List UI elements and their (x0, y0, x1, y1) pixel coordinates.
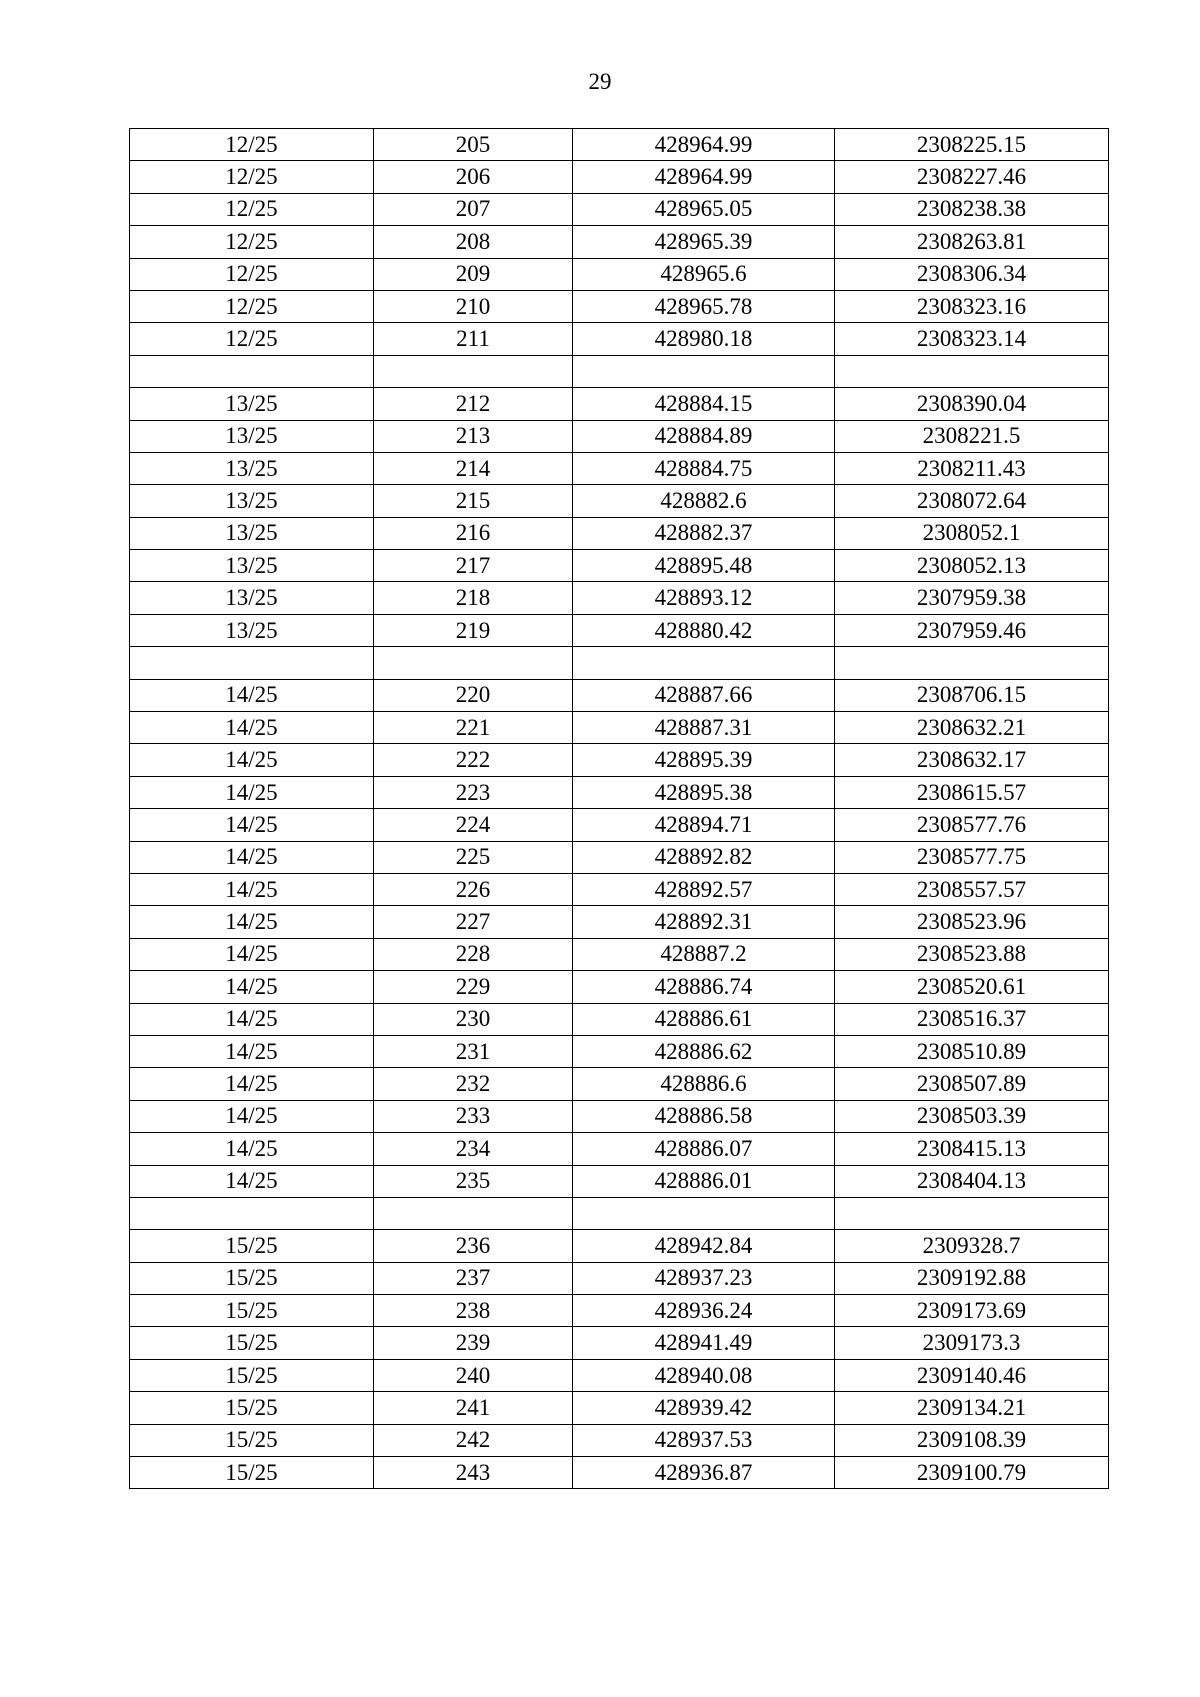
table-row (130, 290, 1109, 322)
x-coordinate-cell: 428882.37 (573, 517, 835, 549)
x-coordinate-cell: 428936.24 (573, 1295, 835, 1327)
point-number-cell: 241 (374, 1392, 573, 1424)
y-coordinate-cell: 2308632.21 (835, 712, 1109, 744)
point-number-cell: 227 (374, 906, 573, 938)
point-number-cell: 216 (374, 517, 573, 549)
x-coordinate-cell (573, 355, 835, 387)
x-coordinate-cell: 428939.42 (573, 1392, 835, 1424)
point-number-cell: 238 (374, 1295, 573, 1327)
parcel-cell: 14/25 (130, 906, 374, 938)
x-coordinate-cell: 428942.84 (573, 1230, 835, 1262)
x-coordinate-cell: 428892.82 (573, 841, 835, 873)
x-coordinate-cell: 428886.07 (573, 1133, 835, 1165)
y-coordinate-cell: 2309173.3 (835, 1327, 1109, 1359)
x-coordinate-cell: 428980.18 (573, 323, 835, 355)
point-number-cell: 215 (374, 485, 573, 517)
point-number-cell: 242 (374, 1424, 573, 1456)
y-coordinate-cell: 2308523.88 (835, 938, 1109, 970)
x-coordinate-cell: 428937.53 (573, 1424, 835, 1456)
point-number-cell: 228 (374, 938, 573, 970)
y-coordinate-cell: 2308263.81 (835, 226, 1109, 258)
x-coordinate-cell (573, 1197, 835, 1229)
point-number-cell: 237 (374, 1262, 573, 1294)
table-separator-row (130, 647, 1109, 679)
table-row (130, 582, 1109, 614)
parcel-cell: 13/25 (130, 388, 374, 420)
table-row (130, 517, 1109, 549)
y-coordinate-cell: 2308503.39 (835, 1100, 1109, 1132)
x-coordinate-cell: 428886.61 (573, 1003, 835, 1035)
point-number-cell: 208 (374, 226, 573, 258)
x-coordinate-cell: 428940.08 (573, 1359, 835, 1391)
y-coordinate-cell: 2308221.5 (835, 420, 1109, 452)
table-row (130, 193, 1109, 225)
point-number-cell: 219 (374, 614, 573, 646)
parcel-cell: 15/25 (130, 1262, 374, 1294)
x-coordinate-cell: 428893.12 (573, 582, 835, 614)
parcel-cell: 15/25 (130, 1295, 374, 1327)
point-number-cell: 235 (374, 1165, 573, 1197)
point-number-cell (374, 647, 573, 679)
point-number-cell: 217 (374, 550, 573, 582)
parcel-cell (130, 647, 374, 679)
parcel-cell (130, 1197, 374, 1229)
x-coordinate-cell: 428886.58 (573, 1100, 835, 1132)
point-number-cell: 210 (374, 290, 573, 322)
y-coordinate-cell: 2308706.15 (835, 679, 1109, 711)
table-row (130, 809, 1109, 841)
parcel-cell: 14/25 (130, 1068, 374, 1100)
parcel-cell: 14/25 (130, 841, 374, 873)
coordinates-table-body (130, 129, 1109, 1489)
y-coordinate-cell: 2309140.46 (835, 1359, 1109, 1391)
page-number: 29 (588, 69, 612, 94)
point-number-cell: 223 (374, 776, 573, 808)
table-row (130, 1359, 1109, 1391)
y-coordinate-cell: 2308390.04 (835, 388, 1109, 420)
x-coordinate-cell: 428886.01 (573, 1165, 835, 1197)
x-coordinate-cell: 428886.74 (573, 971, 835, 1003)
parcel-cell: 14/25 (130, 712, 374, 744)
x-coordinate-cell: 428894.71 (573, 809, 835, 841)
parcel-cell: 14/25 (130, 938, 374, 970)
table-row (130, 258, 1109, 290)
parcel-cell: 15/25 (130, 1327, 374, 1359)
table-row (130, 226, 1109, 258)
point-number-cell: 214 (374, 452, 573, 484)
y-coordinate-cell: 2308510.89 (835, 1035, 1109, 1067)
point-number-cell: 211 (374, 323, 573, 355)
x-coordinate-cell: 428941.49 (573, 1327, 835, 1359)
x-coordinate-cell: 428936.87 (573, 1457, 835, 1489)
point-number-cell: 206 (374, 161, 573, 193)
table-row (130, 452, 1109, 484)
parcel-cell: 15/25 (130, 1359, 374, 1391)
parcel-cell: 14/25 (130, 1165, 374, 1197)
point-number-cell: 226 (374, 873, 573, 905)
point-number-cell (374, 1197, 573, 1229)
y-coordinate-cell: 2308227.46 (835, 161, 1109, 193)
point-number-cell: 232 (374, 1068, 573, 1100)
point-number-cell: 220 (374, 679, 573, 711)
point-number-cell: 213 (374, 420, 573, 452)
parcel-cell: 12/25 (130, 129, 374, 161)
parcel-cell: 14/25 (130, 809, 374, 841)
table-row (130, 161, 1109, 193)
y-coordinate-cell: 2308415.13 (835, 1133, 1109, 1165)
table-row (130, 323, 1109, 355)
table-row (130, 1262, 1109, 1294)
x-coordinate-cell: 428937.23 (573, 1262, 835, 1294)
parcel-cell: 13/25 (130, 485, 374, 517)
y-coordinate-cell: 2308323.16 (835, 290, 1109, 322)
table-row (130, 906, 1109, 938)
x-coordinate-cell: 428892.57 (573, 873, 835, 905)
y-coordinate-cell: 2309173.69 (835, 1295, 1109, 1327)
y-coordinate-cell: 2308323.14 (835, 323, 1109, 355)
parcel-cell: 12/25 (130, 258, 374, 290)
point-number-cell: 234 (374, 1133, 573, 1165)
y-coordinate-cell: 2308072.64 (835, 485, 1109, 517)
x-coordinate-cell: 428895.38 (573, 776, 835, 808)
table-row (130, 744, 1109, 776)
parcel-cell: 12/25 (130, 226, 374, 258)
point-number-cell: 222 (374, 744, 573, 776)
parcel-cell: 15/25 (130, 1392, 374, 1424)
parcel-cell: 14/25 (130, 873, 374, 905)
x-coordinate-cell: 428964.99 (573, 129, 835, 161)
y-coordinate-cell: 2308577.75 (835, 841, 1109, 873)
x-coordinate-cell: 428884.75 (573, 452, 835, 484)
parcel-cell: 12/25 (130, 323, 374, 355)
table-row (130, 1068, 1109, 1100)
parcel-cell (130, 355, 374, 387)
parcel-cell: 13/25 (130, 452, 374, 484)
coordinates-table (129, 128, 1109, 1489)
y-coordinate-cell: 2309192.88 (835, 1262, 1109, 1294)
parcel-cell: 14/25 (130, 1100, 374, 1132)
y-coordinate-cell (835, 355, 1109, 387)
y-coordinate-cell: 2308516.37 (835, 1003, 1109, 1035)
point-number-cell: 218 (374, 582, 573, 614)
point-number-cell: 231 (374, 1035, 573, 1067)
table-row (130, 1392, 1109, 1424)
point-number-cell: 233 (374, 1100, 573, 1132)
table-row (130, 1457, 1109, 1489)
table-row (130, 420, 1109, 452)
parcel-cell: 14/25 (130, 776, 374, 808)
x-coordinate-cell: 428895.48 (573, 550, 835, 582)
point-number-cell: 209 (374, 258, 573, 290)
x-coordinate-cell: 428886.62 (573, 1035, 835, 1067)
x-coordinate-cell: 428887.66 (573, 679, 835, 711)
point-number-cell: 224 (374, 809, 573, 841)
x-coordinate-cell: 428882.6 (573, 485, 835, 517)
parcel-cell: 12/25 (130, 161, 374, 193)
y-coordinate-cell: 2308632.17 (835, 744, 1109, 776)
x-coordinate-cell: 428880.42 (573, 614, 835, 646)
y-coordinate-cell: 2308523.96 (835, 906, 1109, 938)
table-row (130, 1295, 1109, 1327)
table-row (130, 873, 1109, 905)
parcel-cell: 12/25 (130, 193, 374, 225)
table-row (130, 1133, 1109, 1165)
x-coordinate-cell: 428884.15 (573, 388, 835, 420)
y-coordinate-cell: 2309108.39 (835, 1424, 1109, 1456)
point-number-cell: 243 (374, 1457, 573, 1489)
y-coordinate-cell (835, 1197, 1109, 1229)
point-number-cell: 212 (374, 388, 573, 420)
table-row (130, 388, 1109, 420)
table-row (130, 1230, 1109, 1262)
point-number-cell: 230 (374, 1003, 573, 1035)
x-coordinate-cell: 428965.05 (573, 193, 835, 225)
x-coordinate-cell: 428965.6 (573, 258, 835, 290)
parcel-cell: 12/25 (130, 290, 374, 322)
table-row (130, 938, 1109, 970)
y-coordinate-cell: 2308404.13 (835, 1165, 1109, 1197)
table-separator-row (130, 355, 1109, 387)
parcel-cell: 13/25 (130, 614, 374, 646)
x-coordinate-cell: 428895.39 (573, 744, 835, 776)
point-number-cell: 221 (374, 712, 573, 744)
parcel-cell: 15/25 (130, 1230, 374, 1262)
parcel-cell: 14/25 (130, 1003, 374, 1035)
y-coordinate-cell: 2308507.89 (835, 1068, 1109, 1100)
parcel-cell: 14/25 (130, 1035, 374, 1067)
table-row (130, 841, 1109, 873)
point-number-cell: 229 (374, 971, 573, 1003)
table-row (130, 1165, 1109, 1197)
x-coordinate-cell: 428887.31 (573, 712, 835, 744)
parcel-cell: 14/25 (130, 679, 374, 711)
parcel-cell: 15/25 (130, 1457, 374, 1489)
parcel-cell: 13/25 (130, 420, 374, 452)
y-coordinate-cell: 2309134.21 (835, 1392, 1109, 1424)
point-number-cell: 239 (374, 1327, 573, 1359)
x-coordinate-cell: 428887.2 (573, 938, 835, 970)
y-coordinate-cell (835, 647, 1109, 679)
x-coordinate-cell: 428884.89 (573, 420, 835, 452)
y-coordinate-cell: 2308211.43 (835, 452, 1109, 484)
table-row (130, 1035, 1109, 1067)
point-number-cell: 225 (374, 841, 573, 873)
point-number-cell: 207 (374, 193, 573, 225)
table-row (130, 712, 1109, 744)
y-coordinate-cell: 2309100.79 (835, 1457, 1109, 1489)
y-coordinate-cell: 2307959.46 (835, 614, 1109, 646)
point-number-cell: 205 (374, 129, 573, 161)
y-coordinate-cell: 2308052.13 (835, 550, 1109, 582)
y-coordinate-cell: 2308577.76 (835, 809, 1109, 841)
point-number-cell: 240 (374, 1359, 573, 1391)
table-row (130, 971, 1109, 1003)
y-coordinate-cell: 2308520.61 (835, 971, 1109, 1003)
y-coordinate-cell: 2309328.7 (835, 1230, 1109, 1262)
point-number-cell: 236 (374, 1230, 573, 1262)
x-coordinate-cell: 428965.39 (573, 226, 835, 258)
parcel-cell: 13/25 (130, 550, 374, 582)
x-coordinate-cell: 428965.78 (573, 290, 835, 322)
y-coordinate-cell: 2307959.38 (835, 582, 1109, 614)
x-coordinate-cell: 428892.31 (573, 906, 835, 938)
y-coordinate-cell: 2308238.38 (835, 193, 1109, 225)
table-separator-row (130, 1197, 1109, 1229)
parcel-cell: 14/25 (130, 744, 374, 776)
table-row (130, 485, 1109, 517)
x-coordinate-cell (573, 647, 835, 679)
table-row (130, 1327, 1109, 1359)
table-row (130, 1424, 1109, 1456)
table-row (130, 614, 1109, 646)
y-coordinate-cell: 2308052.1 (835, 517, 1109, 549)
table-row (130, 776, 1109, 808)
parcel-cell: 14/25 (130, 1133, 374, 1165)
table-row (130, 550, 1109, 582)
x-coordinate-cell: 428964.99 (573, 161, 835, 193)
y-coordinate-cell: 2308306.34 (835, 258, 1109, 290)
parcel-cell: 13/25 (130, 582, 374, 614)
table-row (130, 1100, 1109, 1132)
table-row (130, 129, 1109, 161)
parcel-cell: 15/25 (130, 1424, 374, 1456)
table-row (130, 1003, 1109, 1035)
parcel-cell: 13/25 (130, 517, 374, 549)
y-coordinate-cell: 2308615.57 (835, 776, 1109, 808)
point-number-cell (374, 355, 573, 387)
y-coordinate-cell: 2308225.15 (835, 129, 1109, 161)
parcel-cell: 14/25 (130, 971, 374, 1003)
y-coordinate-cell: 2308557.57 (835, 873, 1109, 905)
table-row (130, 679, 1109, 711)
x-coordinate-cell: 428886.6 (573, 1068, 835, 1100)
